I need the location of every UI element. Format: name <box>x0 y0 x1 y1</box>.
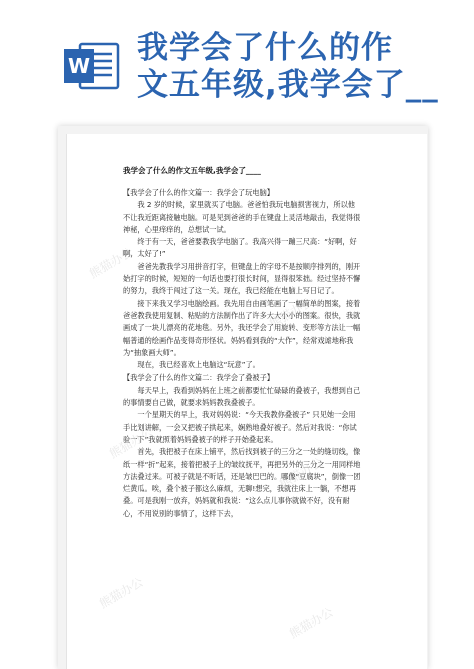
paragraph: 终于有一天，爸爸要教我学电脑了。我高兴得一蹦三尺高：“好啊，好啊，太好了!” <box>123 237 357 259</box>
watermark-text: 熊猫办公 <box>276 454 326 491</box>
document-body <box>123 186 361 520</box>
document-page <box>66 134 427 669</box>
header-banner <box>0 0 474 118</box>
paragraph: 一个星期天的早上，我对妈妈说：“今天我教你叠被子” 只见她一会用手比划讲解，一会又把被子拱起来，娴熟地叠好被子。然后对我说：“你试验一下”我就照着妈妈叠被子的样子开始叠起来。 <box>123 410 357 444</box>
paragraph: 接下来我又学习电脑绘画。我先用自由画笔画了一幅简单的图案，接着爸爸教我使用复制、粘贴的方法制作出了许多大大小小的图案。很快，我就画成了一块儿漂亮的花地毯。另外，我还学会了用旋转、变形等方法让一幅幅普通的绘画作品变得奇形怪状。妈妈看到我的“大作”，经常戏谑地称我为“抽象画大师”。 <box>123 298 361 357</box>
paragraph: 爸爸先教我学习用拼音打字，但键盘上的字母不是按顺序排列的，刚开始打字的时候，短短的一句话也要打很长时间，显得很笨拙。经过坚持不懈的努力，我终于闯过了这一关。现在，我已经能在电脑上写日记了。 <box>123 261 361 296</box>
paragraph: 每天早上，我看到妈妈在上班之前都要忙忙碌碌的叠被子，我想到自己的事情要自己做，就要求妈妈教我叠被子。 <box>123 385 361 408</box>
logo-letter: W <box>67 54 91 78</box>
document-title: 我学会了什么的作文五年级,我学会了____ <box>123 166 261 175</box>
watermark-text: 熊猫办公 <box>266 294 316 331</box>
watermark-text: 熊猫办公 <box>286 604 336 641</box>
paragraph: 首先，我把被子在床上铺平，然后找到被子的三分之一处的缝切线，像纸一样“折”起来，接着把被子上的皱纹抚平，再把另外的三分之一用同样地方法叠过来。可被子就是不听话，还是皱巴巴的。哪像“豆腐块”，倒像一团烂黄瓜。唉，叠个被子都这么麻烦，无聊!想完，我就往床上一躺，不想再叠。可是我刚一放弃，妈妈就和我说：“这么点儿事你就做不好，没有耐心，不用说别的事情了，这样下去， <box>123 447 361 518</box>
paragraph: 我 2 岁的时候，家里就买了电脑。爸爸怕我玩电脑损害视力，所以他不让我近距离接触电脑。可是见到爸爸的手在键盘上灵活地敲击，我觉得很神秘，心里痒痒的，总想试一试。 <box>123 200 361 234</box>
section-heading: 【我学会了什么的作文篇一：我学会了玩电脑】 <box>123 188 274 197</box>
section-heading: 【我学会了什么的作文篇二：我学会了叠被子】 <box>123 373 274 383</box>
watermark-text: 熊猫办公 <box>106 424 156 461</box>
title-line-2: 文五年级,我学会了__ <box>137 67 439 103</box>
watermark-text: 熊猫办公 <box>96 574 146 611</box>
watermark-text: 熊猫办公 <box>86 244 136 281</box>
paragraph: 现在，我已经喜欢上电脑这“玩意”了。 <box>137 360 260 370</box>
title-line-1: 我学会了什么的作 <box>137 30 393 66</box>
word-document-icon <box>62 40 120 92</box>
page-title <box>137 30 467 104</box>
